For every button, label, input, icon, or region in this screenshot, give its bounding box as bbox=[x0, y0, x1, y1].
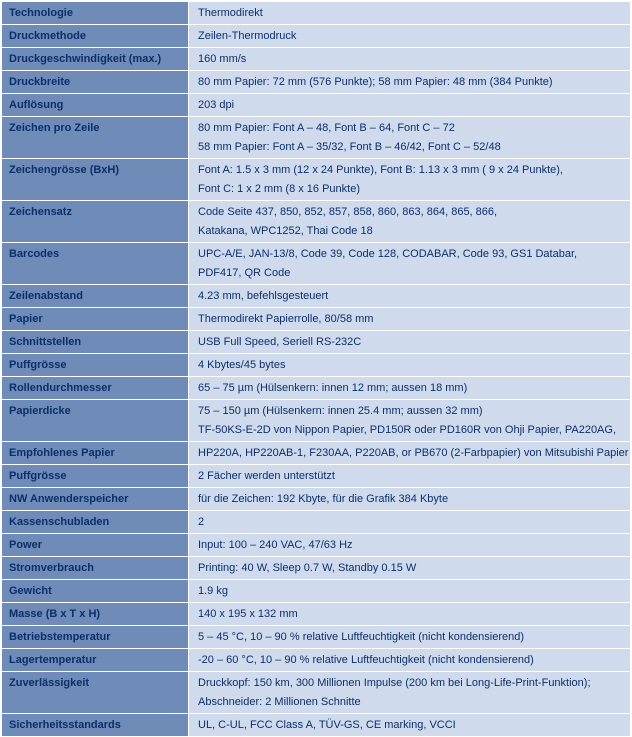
spec-row bbox=[2, 94, 631, 117]
spec-value bbox=[189, 377, 631, 400]
spec-row bbox=[2, 672, 631, 714]
spec-key: Zeichengrösse (BxH) bbox=[2, 159, 189, 201]
spec-key: Schnittstellen bbox=[2, 331, 189, 354]
spec-row bbox=[2, 25, 631, 48]
spec-value-line: 4.23 mm, befehlsgesteuert bbox=[198, 290, 329, 302]
spec-row bbox=[2, 714, 631, 737]
spec-value-line: Font A: 1.5 x 3 mm (12 x 24 Punkte), Font B: 1.13 x 3 mm ( 9 x 24 Punkte), bbox=[198, 164, 563, 176]
spec-value-line: 65 – 75 µm (Hülsenkern: innen 12 mm; aussen 18 mm) bbox=[198, 382, 468, 394]
spec-value bbox=[189, 331, 631, 354]
spec-value-line: 58 mm Papier: Font A – 35/32, Font B – 46/42, Font C – 52/48 bbox=[198, 141, 501, 153]
spec-value bbox=[189, 117, 631, 159]
spec-key: NW Anwenderspeicher bbox=[2, 488, 189, 511]
spec-key: Barcodes bbox=[2, 243, 189, 285]
spec-value-line: USB Full Speed, Seriell RS-232C bbox=[198, 336, 362, 348]
spec-row bbox=[2, 488, 631, 511]
spec-value-line: Katakana, WPC1252, Thai Code 18 bbox=[198, 225, 373, 237]
spec-key: Zeichen pro Zeile bbox=[2, 117, 189, 159]
spec-key: Zeichensatz bbox=[2, 201, 189, 243]
spec-value-line: 160 mm/s bbox=[198, 53, 247, 65]
spec-value bbox=[189, 48, 631, 71]
spec-key: Sicherheitsstandards bbox=[2, 714, 189, 737]
spec-key: Auflösung bbox=[2, 94, 189, 117]
spec-value bbox=[189, 25, 631, 48]
spec-key: Rollendurchmesser bbox=[2, 377, 189, 400]
spec-row bbox=[2, 465, 631, 488]
spec-value bbox=[189, 488, 631, 511]
spec-key: Papier bbox=[2, 308, 189, 331]
spec-value bbox=[189, 201, 631, 243]
spec-value bbox=[189, 71, 631, 94]
spec-value-line: 4 Kbytes/45 bytes bbox=[198, 359, 286, 371]
spec-value bbox=[189, 94, 631, 117]
spec-value bbox=[189, 465, 631, 488]
spec-value-line: -20 – 60 °C, 10 – 90 % relative Luftfeuchtigkeit (nicht kondensierend) bbox=[198, 654, 534, 666]
spec-row bbox=[2, 603, 631, 626]
spec-value bbox=[189, 511, 631, 534]
spec-row bbox=[2, 201, 631, 243]
spec-value-line: Code Seite 437, 850, 852, 857, 858, 860, 863, 864, 865, 866, bbox=[198, 206, 498, 218]
spec-key: Power bbox=[2, 534, 189, 557]
spec-key: Zuverlässigkeit bbox=[2, 672, 189, 714]
spec-value-line: UL, C-UL, FCC Class A, TÜV-GS, CE marking, VCCI bbox=[198, 719, 456, 731]
spec-key: Puffgrösse bbox=[2, 354, 189, 377]
spec-row bbox=[2, 71, 631, 94]
spec-value-line: 203 dpi bbox=[198, 99, 235, 111]
spec-key: Papierdicke bbox=[2, 400, 189, 442]
spec-value-line: UPC-A/E, JAN-13/8, Code 39, Code 128, CODABAR, Code 93, GS1 Databar, bbox=[198, 248, 578, 260]
spec-key: Druckmethode bbox=[2, 25, 189, 48]
spec-key: Puffgrösse bbox=[2, 465, 189, 488]
spec-value-line: 80 mm Papier: Font A – 48, Font B – 64, Font C – 72 bbox=[198, 122, 455, 134]
spec-row bbox=[2, 308, 631, 331]
spec-value-line: Thermodirekt bbox=[198, 7, 263, 19]
spec-row bbox=[2, 331, 631, 354]
spec-value bbox=[189, 308, 631, 331]
spec-row bbox=[2, 580, 631, 603]
spec-value-line: 1.9 kg bbox=[198, 585, 228, 597]
spec-value-line: 140 x 195 x 132 mm bbox=[198, 608, 298, 620]
spec-key: Zeilenabstand bbox=[2, 285, 189, 308]
spec-value bbox=[189, 580, 631, 603]
spec-value bbox=[189, 2, 631, 25]
spec-value bbox=[189, 354, 631, 377]
spec-table-body bbox=[2, 2, 631, 737]
spec-value bbox=[189, 285, 631, 308]
spec-row bbox=[2, 511, 631, 534]
spec-key: Stromverbrauch bbox=[2, 557, 189, 580]
spec-value-line: Abschneider: 2 Millionen Schnitte bbox=[198, 696, 361, 708]
spec-value-line: Printing: 40 W, Sleep 0.7 W, Standby 0.15 W bbox=[198, 562, 417, 574]
spec-value-line: 75 – 150 µm (Hülsenkern: innen 25.4 mm; aussen 32 mm) bbox=[198, 405, 483, 417]
spec-row bbox=[2, 377, 631, 400]
spec-row bbox=[2, 117, 631, 159]
spec-row bbox=[2, 2, 631, 25]
spec-value-line: 2 Fächer werden unterstützt bbox=[198, 470, 335, 482]
spec-value-line: TF-50KS-E-2D von Nippon Papier, PD150R oder PD160R von Ohji Papier, PA220AG, bbox=[198, 424, 617, 436]
spec-key: Gewicht bbox=[2, 580, 189, 603]
spec-key: Masse (B x T x H) bbox=[2, 603, 189, 626]
spec-key: Lagertemperatur bbox=[2, 649, 189, 672]
spec-value-line: Font C: 1 x 2 mm (8 x 16 Punkte) bbox=[198, 183, 361, 195]
spec-key: Druckgeschwindigkeit (max.) bbox=[2, 48, 189, 71]
spec-value-line: PDF417, QR Code bbox=[198, 267, 291, 279]
spec-key: Empfohlenes Papier bbox=[2, 442, 189, 465]
spec-value-line: 80 mm Papier: 72 mm (576 Punkte); 58 mm Papier: 48 mm (384 Punkte) bbox=[198, 76, 553, 88]
spec-key: Kassenschubladen bbox=[2, 511, 189, 534]
spec-row bbox=[2, 442, 631, 465]
spec-value bbox=[189, 534, 631, 557]
spec-value-line: Zeilen-Thermodruck bbox=[198, 30, 297, 42]
spec-row bbox=[2, 285, 631, 308]
spec-row bbox=[2, 48, 631, 71]
spec-value-line: HP220A, HP220AB-1, F230AA, P220AB, or PB670 (2-Farbpapier) von Mitsubishi Papier bbox=[198, 447, 629, 459]
spec-row bbox=[2, 534, 631, 557]
spec-value-line: Input: 100 – 240 VAC, 47/63 Hz bbox=[198, 539, 353, 551]
spec-value bbox=[189, 400, 631, 442]
spec-value bbox=[189, 672, 631, 714]
spec-value-line: für die Zeichen: 192 Kbyte, für die Grafik 384 Kbyte bbox=[198, 493, 449, 505]
spec-value bbox=[189, 649, 631, 672]
spec-value bbox=[189, 603, 631, 626]
spec-value-line: Druckkopf: 150 km, 300 Millionen Impulse (200 km bei Long-Life-Print-Funktion); bbox=[198, 677, 591, 689]
spec-key: Betriebstemperatur bbox=[2, 626, 189, 649]
spec-value bbox=[189, 243, 631, 285]
spec-value bbox=[189, 159, 631, 201]
spec-row bbox=[2, 400, 631, 442]
spec-value-line: 5 – 45 °C, 10 – 90 % relative Luftfeuchtigkeit (nicht kondensierend) bbox=[198, 631, 525, 643]
spec-row bbox=[2, 159, 631, 201]
spec-row bbox=[2, 243, 631, 285]
spec-value bbox=[189, 557, 631, 580]
spec-row bbox=[2, 649, 631, 672]
spec-key: Druckbreite bbox=[2, 71, 189, 94]
spec-value bbox=[189, 442, 631, 465]
spec-value bbox=[189, 714, 631, 737]
spec-row bbox=[2, 557, 631, 580]
spec-table bbox=[1, 1, 631, 737]
spec-value-line: 2 bbox=[198, 516, 205, 528]
spec-value-line: Thermodirekt Papierrolle, 80/58 mm bbox=[198, 313, 374, 325]
spec-row bbox=[2, 354, 631, 377]
spec-key: Technologie bbox=[2, 2, 189, 25]
